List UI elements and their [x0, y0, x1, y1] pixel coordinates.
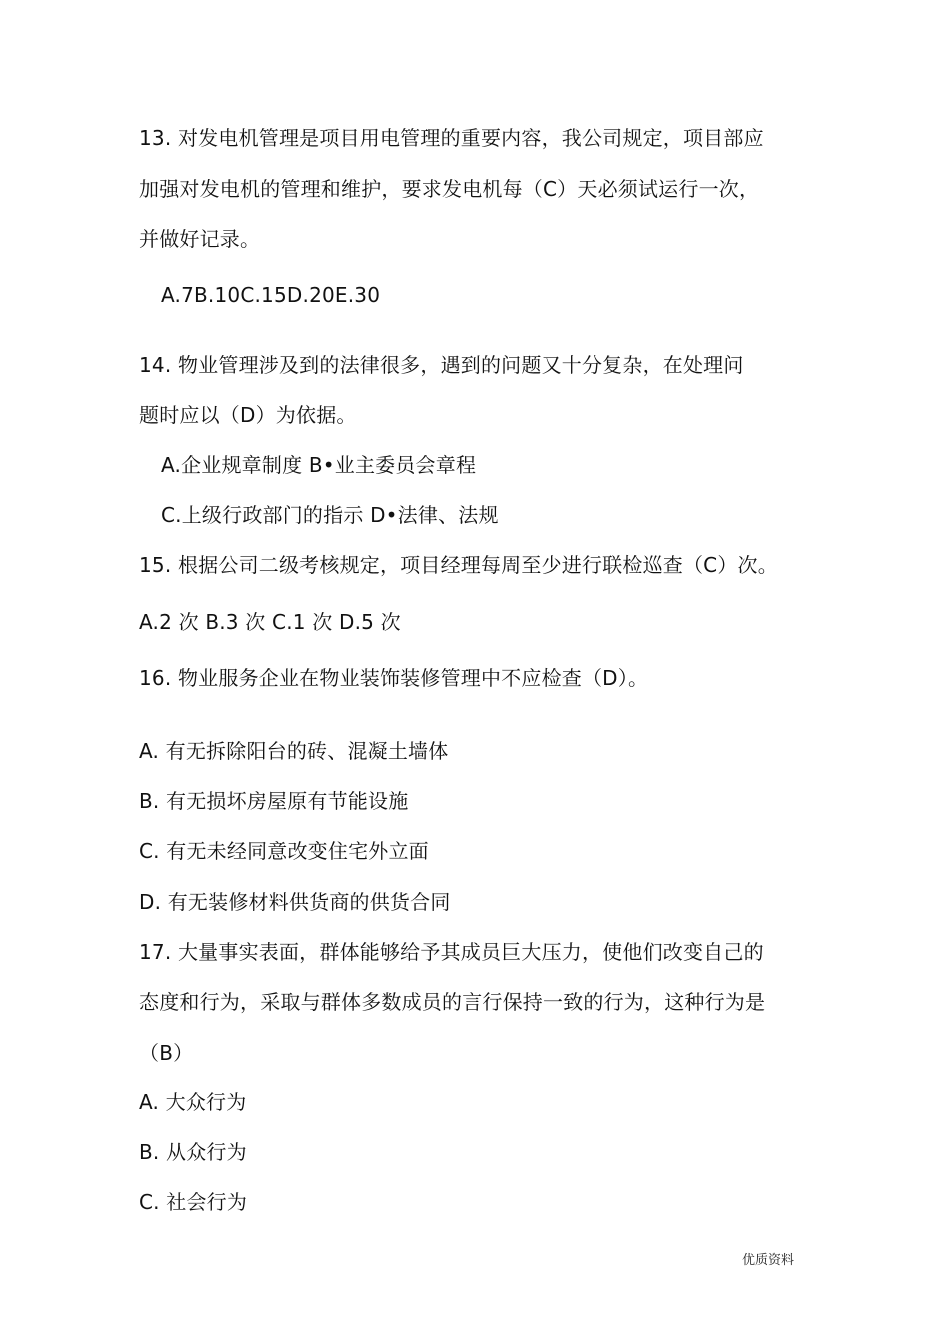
q17-line-2: 态度和行为，采取与群体多数成员的言行保持一致的行为，这种行为是: [139, 990, 766, 1014]
page-footer: 优质资料: [742, 1253, 795, 1268]
q16-option-a: A. 有无拆除阳台的砖、混凝土墙体: [139, 739, 449, 763]
q14-option-cd: C.上级行政部门的指示 D•法律、法规: [161, 503, 499, 527]
q17-line-1: 17. 大量事实表面，群体能够给予其成员巨大压力，使他们改变自己的: [139, 940, 764, 964]
q14-line-1: 14. 物业管理涉及到的法律很多，遇到的问题又十分复杂，在处理问: [139, 353, 744, 377]
q14-option-ab: A.企业规章制度 B•业主委员会章程: [161, 453, 477, 477]
q15-line-1: 15. 根据公司二级考核规定，项目经理每周至少进行联检巡查（C）次。: [139, 553, 778, 577]
q17-option-a: A. 大众行为: [139, 1090, 247, 1114]
q14-line-2: 题时应以（D）为依据。: [139, 403, 357, 427]
q15-options: A.2 次 B.3 次 C.1 次 D.5 次: [139, 610, 401, 634]
q16-option-c: C. 有无未经同意改变住宅外立面: [139, 839, 429, 863]
q17-line-3: （B）: [139, 1041, 194, 1065]
q17-option-b: B. 从众行为: [139, 1140, 247, 1164]
q13-line-2: 加强对发电机的管理和维护，要求发电机每（C）天必须试运行一次，: [139, 177, 760, 201]
q16-line-1: 16. 物业服务企业在物业装饰装修管理中不应检查（D）。: [139, 666, 649, 690]
q17-option-c: C. 社会行为: [139, 1190, 248, 1214]
q13-line-3: 并做好记录。: [139, 227, 261, 251]
q13-options: A.7B.10C.15D.20E.30: [161, 283, 381, 307]
q16-option-b: B. 有无损坏房屋原有节能设施: [139, 789, 409, 813]
q16-option-d: D. 有无装修材料供货商的供货合同: [139, 890, 451, 914]
q13-line-1: 13. 对发电机管理是项目用电管理的重要内容，我公司规定，项目部应: [139, 126, 764, 150]
